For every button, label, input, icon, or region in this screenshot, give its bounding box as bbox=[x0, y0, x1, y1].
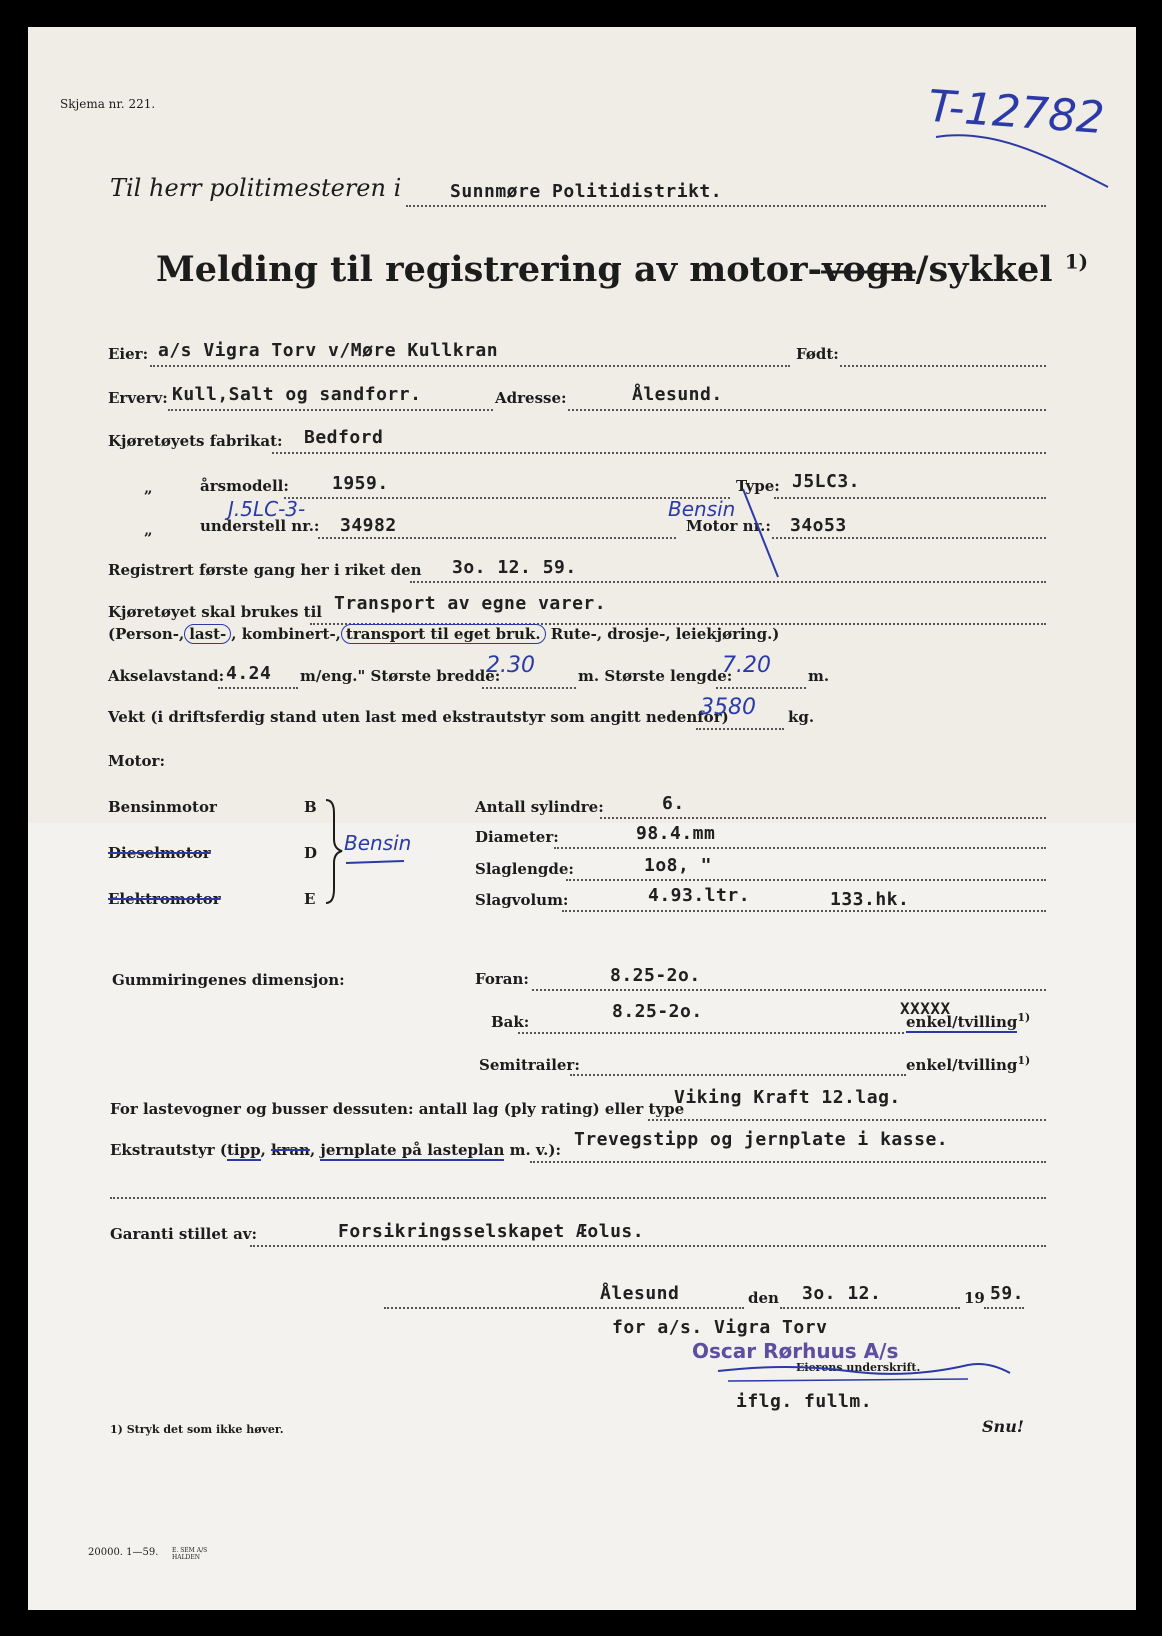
owner-label: Eier: bbox=[108, 345, 149, 363]
extras-line bbox=[530, 1161, 1046, 1163]
displacement-value: 4.93.ltr. bbox=[648, 885, 751, 906]
length-value: 7.20 bbox=[722, 653, 771, 678]
wheelbase-value: 4.24 bbox=[226, 663, 272, 684]
usage-value: Transport av egne varer. bbox=[334, 593, 607, 614]
bore-value: 98.4.mm bbox=[636, 823, 716, 844]
occupation-line bbox=[168, 409, 493, 411]
ditto-mark-1: „ bbox=[144, 479, 153, 497]
address-line bbox=[568, 409, 1046, 411]
length-label: m. Største lengde: bbox=[578, 667, 733, 685]
chassis-value: 34982 bbox=[340, 515, 397, 536]
bore-label: Diameter: bbox=[475, 828, 559, 846]
ditto-mark-2: „ bbox=[144, 521, 153, 539]
make-line bbox=[272, 452, 1046, 454]
print-run: 20000. 1—59. bbox=[88, 1547, 159, 1558]
signatory-firm: for a/s. Vigra Torv bbox=[612, 1317, 828, 1338]
make-label: Kjøretøyets fabrikat: bbox=[108, 432, 283, 450]
rear-single-twin: enkel/tvilling$^{1)}$ bbox=[906, 1011, 1031, 1031]
stroke-label: Slaglengde: bbox=[475, 860, 574, 878]
chassis-line bbox=[318, 537, 676, 539]
registered-label: Registrert første gang her i riket den bbox=[108, 561, 422, 579]
born-label: Født: bbox=[796, 345, 839, 363]
code-e: E bbox=[304, 890, 316, 908]
usage-option-last: last- bbox=[184, 624, 231, 644]
chassis-handwritten: J.5LC-3- bbox=[228, 497, 306, 521]
semitrailer-label: Semitrailer: bbox=[479, 1056, 580, 1074]
semitrailer-line bbox=[570, 1074, 906, 1076]
signature-caption: Eierens underskrift. bbox=[796, 1361, 921, 1374]
ply-label: For lastevogner og busser dessuten: antall lag (ply rating) eller type bbox=[110, 1100, 685, 1118]
registered-value: 3o. 12. 59. bbox=[452, 557, 577, 578]
wheelbase-line bbox=[218, 687, 298, 689]
type-line bbox=[774, 497, 1046, 499]
engine-type-handwritten: Bensin bbox=[344, 831, 412, 855]
rear-tyre-value: 8.25-2o. bbox=[612, 1001, 703, 1022]
schema-number: Skjema nr. 221. bbox=[60, 97, 156, 111]
stroke-line bbox=[566, 879, 1046, 881]
model-year-label: årsmodell: bbox=[200, 477, 289, 495]
engine-number-value: 34o53 bbox=[790, 515, 847, 536]
ply-line bbox=[648, 1119, 1046, 1121]
engine-number-line bbox=[772, 537, 1046, 539]
rear-tyre-line bbox=[518, 1032, 904, 1034]
footnote: 1) Stryk det som ikke høver. bbox=[110, 1423, 284, 1436]
front-tyre-value: 8.25-2o. bbox=[610, 965, 701, 986]
recipient-line bbox=[406, 205, 1046, 207]
owner-value: a/s Vigra Torv v/Møre Kullkran bbox=[158, 340, 499, 361]
weight-label: Vekt (i driftsferdig stand uten last med ekstrautstyr som angitt nedenfor) bbox=[108, 708, 729, 726]
printer-mark: E. SEM A/S HALDEN bbox=[172, 1547, 208, 1561]
diesel-engine: Dieselmotor bbox=[108, 844, 211, 862]
front-tyre-line bbox=[532, 989, 1046, 991]
length-line bbox=[716, 687, 806, 689]
bore-line bbox=[554, 847, 1046, 849]
rear-tyre-label: Bak: bbox=[491, 1013, 530, 1031]
chassis-label: understell nr.: bbox=[200, 517, 320, 535]
date-value: 3o. 12. bbox=[802, 1283, 882, 1304]
guarantee-value: Forsikringsselskapet Æolus. bbox=[338, 1221, 645, 1242]
model-year-value: 1959. bbox=[332, 473, 389, 494]
owner-line bbox=[150, 365, 790, 367]
place-line bbox=[384, 1307, 744, 1309]
displacement-line bbox=[562, 910, 1046, 912]
electric-engine: Elektromotor bbox=[108, 890, 221, 908]
usage-options: (Person-, last- , kombinert-, transport til eget bruk. Rute-, drosje-, leiekjøring.) bbox=[108, 625, 780, 643]
company-stamp: Oscar Rørhuus A/s bbox=[692, 1339, 899, 1363]
horsepower-value: 133.hk. bbox=[830, 889, 910, 910]
guarantee-line bbox=[250, 1245, 1046, 1247]
weight-value: 3580 bbox=[700, 695, 756, 720]
model-year-line bbox=[284, 497, 730, 499]
petrol-engine: Bensinmotor bbox=[108, 798, 217, 816]
authority-note: iflg. fullm. bbox=[736, 1391, 873, 1412]
recipient-value: Sunnmøre Politidistrikt. bbox=[450, 181, 723, 202]
address-label: Adresse: bbox=[495, 389, 567, 407]
type-label: Type: bbox=[736, 477, 780, 495]
displacement-label: Slagvolum: bbox=[475, 891, 569, 909]
reference-number: T-12782 bbox=[926, 80, 1107, 145]
occupation-value: Kull,Salt og sandforr. bbox=[172, 384, 422, 405]
cylinders-line bbox=[600, 817, 1046, 819]
form-title: Melding til registrering av motor-vogn/sykkel $^{1)}$ bbox=[156, 249, 1089, 290]
usage-label: Kjøretøyet skal brukes til bbox=[108, 603, 322, 621]
extras-line-2 bbox=[110, 1197, 1046, 1199]
recipient-label: Til herr politimesteren i bbox=[110, 174, 402, 202]
wheelbase-label: Akselavstand: bbox=[108, 667, 225, 685]
width-line bbox=[482, 687, 576, 689]
occupation-label: Erverv: bbox=[108, 389, 168, 407]
born-line bbox=[840, 365, 1046, 367]
turn-over-note: Snu! bbox=[982, 1417, 1024, 1436]
registered-line bbox=[410, 581, 1046, 583]
extras-value: Trevegstipp og jernplate i kasse. bbox=[574, 1129, 949, 1150]
address-value: Ålesund. bbox=[632, 384, 723, 405]
rear-tyre-strike: XXXXX bbox=[900, 999, 951, 1018]
semitrailer-single-twin: enkel/tvilling$^{1)}$ bbox=[906, 1054, 1031, 1074]
form-sheet bbox=[28, 27, 1136, 1610]
stroke-value: 1o8, " bbox=[644, 855, 713, 876]
code-d: D bbox=[304, 844, 318, 862]
weight-line bbox=[696, 728, 784, 730]
year-line bbox=[984, 1307, 1024, 1309]
cylinders-label: Antall sylindre: bbox=[475, 798, 604, 816]
date-line bbox=[780, 1307, 960, 1309]
cylinders-value: 6. bbox=[662, 793, 685, 814]
year-value: 59. bbox=[990, 1283, 1025, 1304]
weight-unit: kg. bbox=[788, 708, 815, 726]
year-prefix: 19 bbox=[964, 1289, 985, 1307]
usage-option-transport: transport til eget bruk. bbox=[341, 624, 546, 644]
date-label: den bbox=[748, 1289, 779, 1307]
tyre-label: Gummiringenes dimensjon: bbox=[112, 971, 345, 989]
width-value: 2.30 bbox=[486, 653, 535, 678]
reference-underline bbox=[936, 135, 1108, 187]
front-tyre-label: Foran: bbox=[475, 970, 529, 988]
lower-sheet-half bbox=[28, 823, 1136, 1610]
code-b: B bbox=[304, 798, 317, 816]
width-label: m/eng." Største bredde: bbox=[300, 667, 501, 685]
type-value: J5LC3. bbox=[792, 471, 861, 492]
engine-label: Motor: bbox=[108, 752, 165, 770]
ply-value: Viking Kraft 12.lag. bbox=[674, 1087, 901, 1108]
engine-number-label: Motor nr.: bbox=[686, 517, 771, 535]
length-unit: m. bbox=[808, 667, 830, 685]
make-value: Bedford bbox=[304, 427, 384, 448]
extras-label: Ekstrautstyr (tipp, kran, jernplate på lasteplan m. v.): bbox=[110, 1141, 561, 1159]
place-value: Ålesund bbox=[600, 1283, 680, 1304]
motor-handwritten: Bensin bbox=[668, 497, 736, 521]
guarantee-label: Garanti stillet av: bbox=[110, 1225, 258, 1243]
